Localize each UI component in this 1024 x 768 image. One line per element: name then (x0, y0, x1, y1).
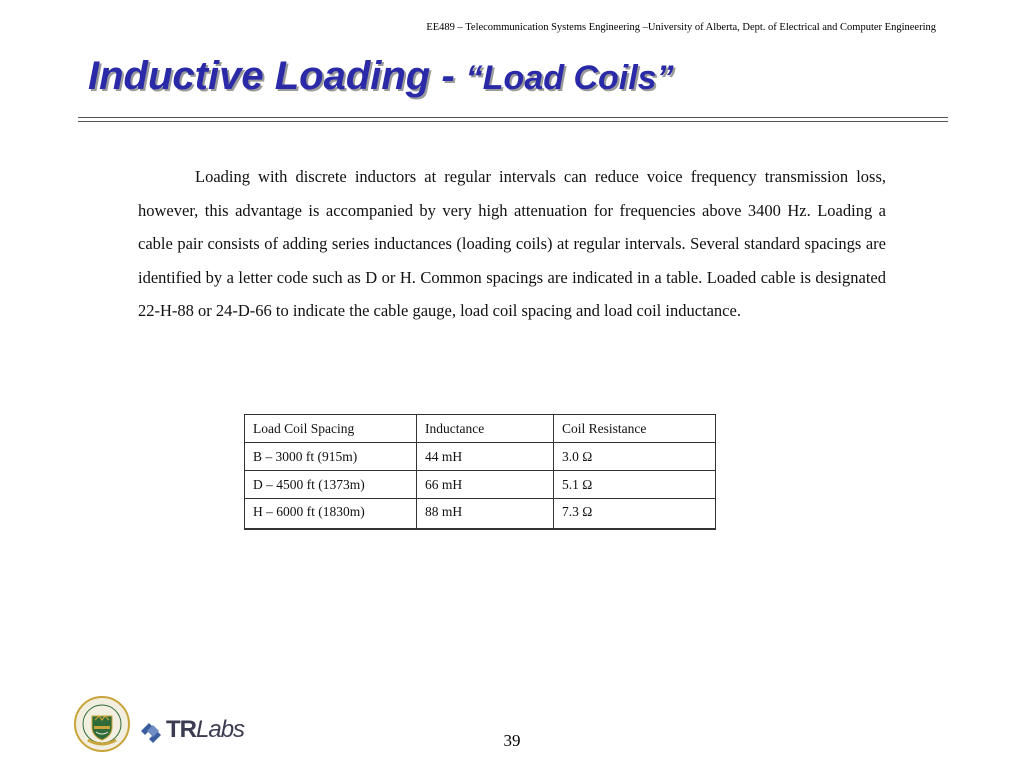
cell-resistance: 5.1 Ω (554, 471, 716, 499)
table-header-row (245, 415, 716, 443)
header-load-coil-spacing: Load Coil Spacing (245, 415, 417, 443)
header-inductance: Inductance (417, 415, 554, 443)
trlabs-mark-icon (138, 718, 164, 744)
body-paragraph: Loading with discrete inductors at regular intervals can reduce voice frequency transmission loss, however, this advantage is accompanied by very high attenuation for frequencies above 3400 Hz. Loading a cable pair consists of adding series inductances (loading coils) at regular intervals. Several standard spacings are identified by a letter code such as D or H. Common spacings are indicated in a table. Loaded cable is designated 22-H-88 or 24-D-66 to indicate the cable gauge, load coil spacing and load coil inductance. (138, 167, 886, 320)
trlabs-tr: TR (166, 716, 196, 743)
table-row (245, 471, 716, 499)
title-main: Inductive Loading - (88, 54, 466, 98)
table-row (245, 443, 716, 471)
page-number: 39 (503, 731, 521, 750)
trlabs-labs: Labs (196, 716, 245, 743)
load-coil-table (244, 414, 716, 530)
title-divider-top (78, 117, 948, 118)
trlabs-logo (138, 716, 245, 746)
cell-resistance: 7.3 Ω (554, 499, 716, 529)
slide-title (88, 50, 674, 104)
course-header: EE489 – Telecommunication Systems Engineering –University of Alberta, Dept. of Electrical and Computer Engineering (426, 22, 936, 33)
cell-spacing: H – 6000 ft (1830m) (245, 499, 417, 529)
footer-logos (74, 696, 244, 752)
cell-resistance: 3.0 Ω (554, 443, 716, 471)
header-coil-resistance: Coil Resistance (554, 415, 716, 443)
cell-spacing: D – 4500 ft (1373m) (245, 471, 417, 499)
title-quoted: “Load Coils” (465, 59, 674, 97)
cell-inductance: 88 mH (417, 499, 554, 529)
trlabs-wordmark (166, 716, 244, 744)
table-row (245, 499, 716, 529)
cell-inductance: 44 mH (417, 443, 554, 471)
cell-inductance: 66 mH (417, 471, 554, 499)
title-divider-bottom (78, 121, 948, 122)
cell-spacing: B – 3000 ft (915m) (245, 443, 417, 471)
university-seal-logo (74, 696, 130, 752)
